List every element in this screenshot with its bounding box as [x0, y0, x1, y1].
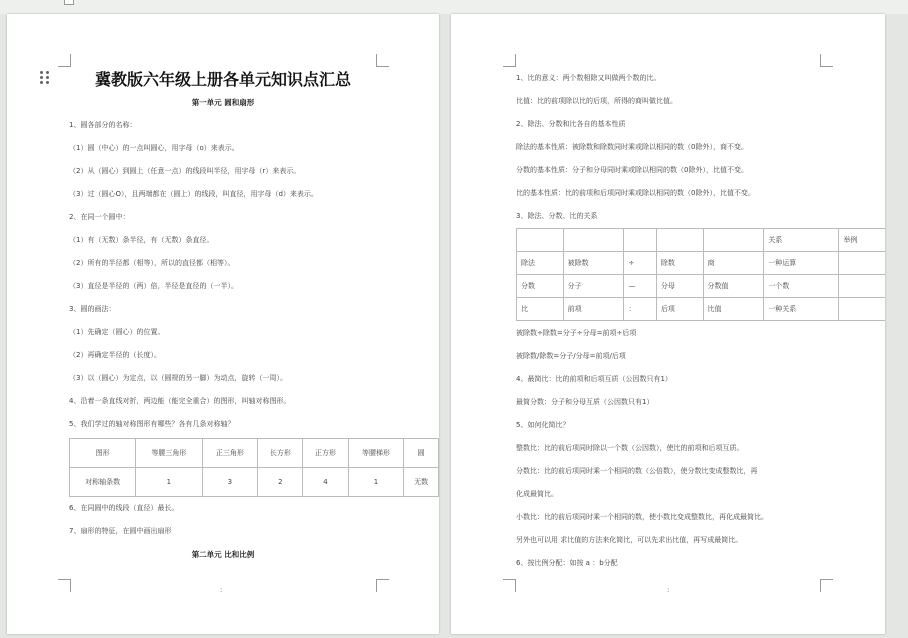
table-cell [517, 229, 564, 252]
table-cell [703, 229, 764, 252]
checkbox[interactable] [64, 0, 74, 5]
table-cell: 4 [303, 468, 348, 497]
window-top-bar [0, 0, 908, 14]
text-line: （1）圆（中心）的一点叫圆心，用字母（o）来表示。 [69, 144, 239, 152]
text-line: 4、最简比：比的前项和后项互质（公因数只有1） [516, 375, 672, 383]
table-cell: ÷ [624, 252, 656, 275]
margin-corner-mark [58, 54, 71, 67]
table-row [70, 468, 439, 497]
table-cell: 长方形 [258, 439, 303, 468]
table-cell [656, 229, 703, 252]
table-cell: 关系 [764, 229, 839, 252]
unit-heading: 第二单元 比和比例 [191, 550, 255, 559]
table-cell: 3 [202, 468, 258, 497]
text-line: 5、如何化简比？ [516, 421, 570, 429]
margin-corner-mark [503, 54, 516, 67]
table-cell: 除法 [517, 252, 564, 275]
text-line: 4、沿着一条直线对折，两边能（能完全重合）的图形，叫轴对称图形。 [69, 397, 291, 405]
relation-table [516, 228, 885, 321]
text-line: 除法的基本性质：被除数和除数同时乘或除以相同的数（0除外），商不变。 [516, 143, 748, 151]
text-line: 5、我们学过的轴对称图形有哪些？各有几条对称轴？ [69, 420, 235, 428]
table-cell: 正三角形 [202, 439, 258, 468]
text-line: 小数比：比的前后项同时乘一个相同的数，使小数比变成整数比，再化成最简比。 [516, 513, 768, 521]
table-cell: 分数 [517, 275, 564, 298]
text-line: 比值：比的前项除以比的后项，所得的商叫做比值。 [516, 97, 677, 105]
text-line: （3）直径是半径的（两）倍，半径是直径的（一半）。 [69, 282, 238, 290]
table-cell: 1 [348, 468, 404, 497]
text-line: （3）以（圆心）为定点，以（圆规的另一脚）为动点，旋转（一周）。 [69, 374, 287, 382]
table-cell [839, 252, 885, 275]
unit-heading: 第一单元 圆和扇形 [191, 98, 255, 107]
table-cell: 比 [517, 298, 564, 321]
text-line: 2、在同一个圆中： [69, 213, 130, 221]
text-line: 3、圆的画法： [69, 305, 116, 313]
table-cell: 对称轴条数 [70, 468, 136, 497]
table-cell: 无数 [404, 468, 439, 497]
table-cell: 一个数 [764, 275, 839, 298]
table-cell [563, 229, 624, 252]
table-cell: 一种运算 [764, 252, 839, 275]
text-line: 2、除法、分数和比各自的基本性质 [516, 120, 626, 128]
document-page-2 [451, 14, 885, 634]
table-cell: 图形 [70, 439, 136, 468]
table-cell: 圆 [404, 439, 439, 468]
table-cell: 前项 [563, 298, 624, 321]
table-cell: 2 [258, 468, 303, 497]
text-line: 最简分数：分子和分母互质（公因数只有1） [516, 398, 654, 406]
text-line: 化成最简比。 [516, 490, 558, 498]
text-line: 被除数÷除数=分子÷分母=前项÷后项 [516, 329, 637, 337]
text-line: （1）先确定（圆心）的位置。 [69, 328, 165, 336]
text-line: （2）再确定半径的（长度）。 [69, 351, 161, 359]
margin-corner-mark [820, 54, 833, 67]
table-cell: 商 [703, 252, 764, 275]
table-cell: 一种关系 [764, 298, 839, 321]
table-cell: ： [624, 298, 656, 321]
table-cell: 举例 [839, 229, 885, 252]
text-line: 7、扇形的特征，在圆中画出扇形 [69, 527, 172, 535]
text-line: （1）有（无数）条半径，有（无数）条直径。 [69, 236, 214, 244]
text-line: 被除数/除数=分子/分母=前项/后项 [516, 352, 626, 360]
text-line: 6、在同圆中的线段（直径）最长。 [69, 504, 179, 512]
text-line: （2）所有的半径都（相等），所以的直径都（相等）。 [69, 259, 235, 267]
table-cell [624, 229, 656, 252]
text-line: 3、除法、分数、比的关系 [516, 212, 598, 220]
table-row [517, 275, 886, 298]
text-line: 整数比：比的前后项同时除以一个数（公因数），使比的前项和后项互质。 [516, 444, 744, 452]
document-page-1 [7, 14, 439, 634]
table-row [517, 298, 886, 321]
page-number: : [220, 586, 223, 594]
margin-corner-mark [58, 579, 71, 592]
table-cell: 1 [136, 468, 202, 497]
text-line: 比的基本性质：比的前项和后项同时乘或除以相同的数（0除外），比值不变。 [516, 189, 755, 197]
table-cell [839, 298, 885, 321]
text-line: （3）过（圆心O），且两端都在（圆上）的线段，叫直径，用字母（d）来表示。 [69, 190, 318, 198]
text-line: 1、圆各部分的名称： [69, 121, 137, 129]
margin-corner-mark [376, 54, 389, 67]
table-cell: — [624, 275, 656, 298]
table-cell: 分母 [656, 275, 703, 298]
text-line: 分数比：比的前后项同时乘一个相同的数（公倍数），使分数比变成整数比，再 [516, 467, 758, 475]
table-cell: 后项 [656, 298, 703, 321]
margin-corner-mark [376, 579, 389, 592]
table-cell: 等腰梯形 [348, 439, 404, 468]
text-line: 1、比的意义：两个数相除又叫做两个数的比。 [516, 74, 661, 82]
table-row [517, 252, 886, 275]
table-header-row [517, 229, 886, 252]
table-cell: 除数 [656, 252, 703, 275]
symmetry-table [69, 438, 439, 497]
table-cell: 比值 [703, 298, 764, 321]
table-cell: 分数值 [703, 275, 764, 298]
document-title: 冀教版六年级上册各单元知识点汇总 [94, 70, 351, 89]
margin-corner-mark [820, 579, 833, 592]
table-header-row [70, 439, 439, 468]
text-line: 分数的基本性质：分子和分母同时乘或除以相同的数（0除外），比值不变。 [516, 166, 748, 174]
page-number: : [667, 586, 670, 594]
margin-corner-mark [503, 579, 516, 592]
text-line: 另外也可以用 求比值的方法来化简比，可以先求出比值，再写成最简比。 [516, 536, 743, 544]
text-line: （2）从（圆心）到圆上（任意一点）的线段叫半径，用字母（r）来表示。 [69, 167, 301, 175]
table-cell [839, 275, 885, 298]
table-cell: 正方形 [303, 439, 348, 468]
text-line: 6、按比例分配：如按 a ：b分配 [516, 559, 618, 567]
table-cell: 被除数 [563, 252, 624, 275]
table-cell: 等腰三角形 [136, 439, 202, 468]
table-cell: 分子 [563, 275, 624, 298]
